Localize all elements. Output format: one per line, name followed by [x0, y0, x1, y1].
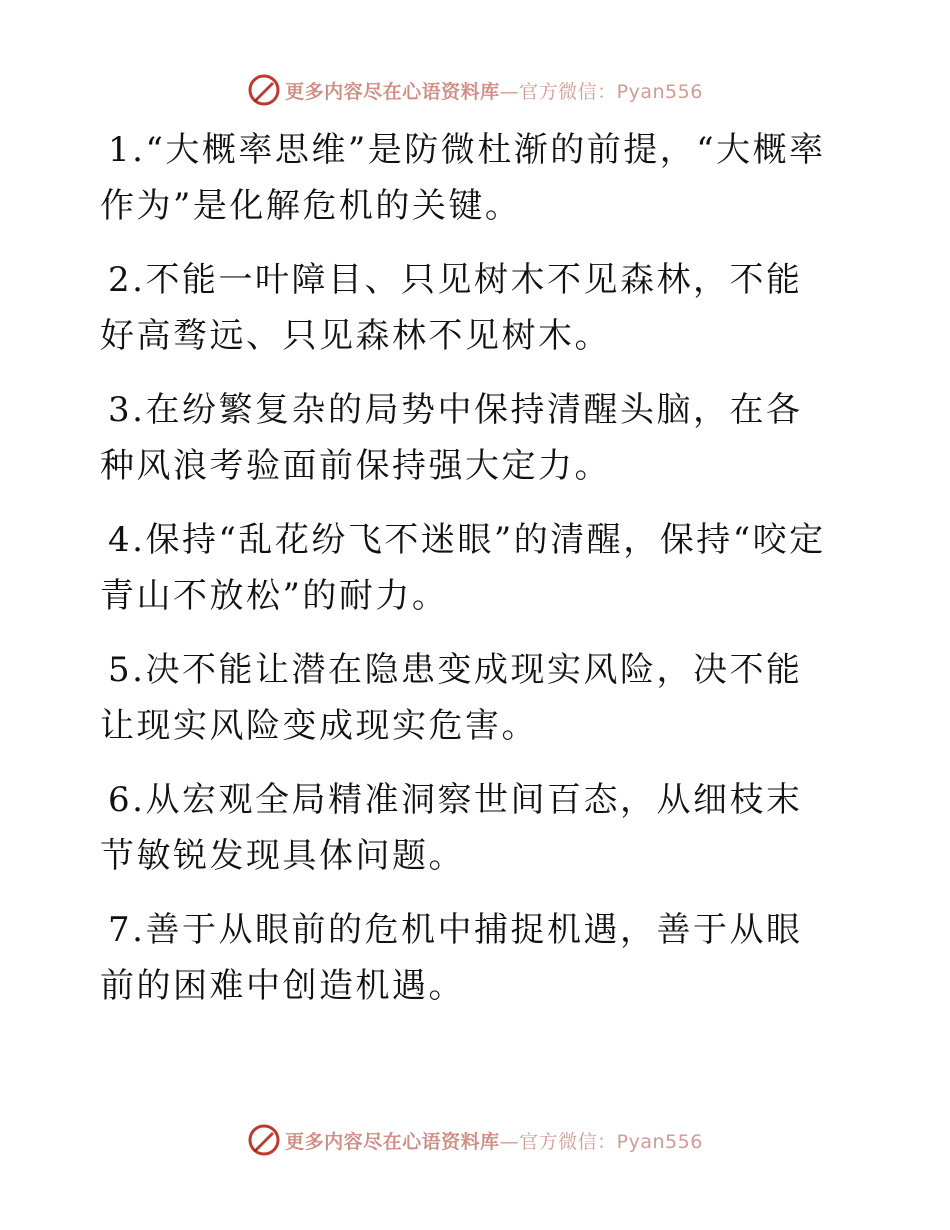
- header-banner-tail: 官方微信：Pyan556: [519, 80, 703, 103]
- quill-pen-logo-icon: [247, 1123, 281, 1157]
- list-item-2: [100, 252, 830, 364]
- footer-banner-tail: 官方微信：Pyan556: [519, 1130, 703, 1153]
- item-text: “大概率思维”是防微杜渐的前提，“大概率作为”是化解危机的关键。: [100, 130, 826, 226]
- header-banner-text: [285, 77, 703, 104]
- item-text: 不能一叶障目、只见树木不见森林，不能好高骛远、只见森林不见树木。: [100, 260, 803, 356]
- item-text: 决不能让潜在隐患变成现实风险，决不能让现实风险变成现实危害。: [100, 650, 803, 746]
- header-banner: [0, 70, 950, 110]
- item-text: 从宏观全局精准洞察世间百态，从细枝末节敏锐发现具体问题。: [100, 780, 803, 876]
- item-number: 2.: [108, 260, 146, 300]
- footer-banner-dash: —: [499, 1130, 520, 1153]
- item-text: 保持“乱花纷飞不迷眼”的清醒，保持“咬定青山不放松”的耐力。: [100, 520, 826, 616]
- item-text: 善于从眼前的危机中捕捉机遇，善于从眼前的困难中创造机遇。: [100, 910, 803, 1006]
- item-number: 1.: [108, 130, 146, 170]
- item-number: 7.: [108, 910, 146, 950]
- quill-pen-logo-icon: [247, 73, 281, 107]
- list-item-4: [100, 512, 830, 624]
- list-item-7: [100, 902, 830, 1014]
- item-number: 6.: [108, 780, 146, 820]
- item-text: 在纷繁复杂的局势中保持清醒头脑，在各种风浪考验面前保持强大定力。: [100, 390, 803, 486]
- list-item-5: [100, 642, 830, 754]
- item-number: 5.: [108, 650, 146, 690]
- header-banner-lead: 更多内容尽在心语资料库: [285, 80, 500, 103]
- footer-banner-text: [285, 1127, 703, 1154]
- list-item-1: [100, 122, 830, 234]
- item-list: [100, 122, 830, 1032]
- item-number: 4.: [108, 520, 146, 560]
- footer-banner-lead: 更多内容尽在心语资料库: [285, 1130, 500, 1153]
- list-item-3: [100, 382, 830, 494]
- header-banner-dash: —: [499, 80, 520, 103]
- list-item-6: [100, 772, 830, 884]
- footer-banner: [0, 1120, 950, 1160]
- item-number: 3.: [108, 390, 146, 430]
